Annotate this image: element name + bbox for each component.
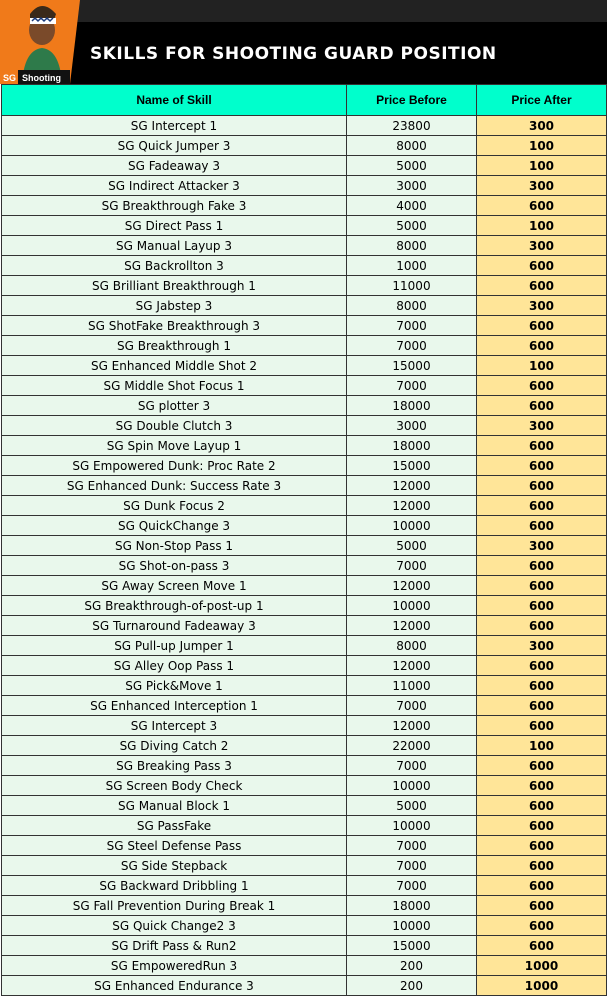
skill-name-cell: SG ShotFake Breakthrough 3 — [2, 316, 347, 336]
price-before-cell: 10000 — [347, 816, 477, 836]
table-row — [2, 816, 607, 836]
skills-table — [1, 84, 607, 996]
table-row — [2, 856, 607, 876]
price-before-cell: 11000 — [347, 676, 477, 696]
price-after-cell: 100 — [477, 356, 607, 376]
price-before-cell: 15000 — [347, 456, 477, 476]
skill-name-cell: SG EmpoweredRun 3 — [2, 956, 347, 976]
table-row — [2, 256, 607, 276]
column-header-price-after: Price After — [477, 85, 607, 116]
price-after-cell: 600 — [477, 696, 607, 716]
table-row — [2, 976, 607, 996]
price-after-cell: 600 — [477, 836, 607, 856]
table-row — [2, 276, 607, 296]
price-after-cell: 600 — [477, 596, 607, 616]
table-row — [2, 356, 607, 376]
skill-name-cell: SG Backward Dribbling 1 — [2, 876, 347, 896]
skill-name-cell: SG Alley Oop Pass 1 — [2, 656, 347, 676]
skill-name-cell: SG Enhanced Middle Shot 2 — [2, 356, 347, 376]
price-before-cell: 8000 — [347, 136, 477, 156]
table-row — [2, 116, 607, 136]
skill-name-cell: SG Side Stepback — [2, 856, 347, 876]
table-row — [2, 336, 607, 356]
skill-name-cell: SG QuickChange 3 — [2, 516, 347, 536]
price-before-cell: 4000 — [347, 196, 477, 216]
price-after-cell: 300 — [477, 116, 607, 136]
price-after-cell: 600 — [477, 496, 607, 516]
price-before-cell: 8000 — [347, 636, 477, 656]
price-before-cell: 7000 — [347, 836, 477, 856]
price-after-cell: 600 — [477, 436, 607, 456]
price-before-cell: 12000 — [347, 616, 477, 636]
price-before-cell: 15000 — [347, 936, 477, 956]
price-before-cell: 18000 — [347, 436, 477, 456]
price-after-cell: 1000 — [477, 956, 607, 976]
column-header-skill: Name of Skill — [2, 85, 347, 116]
price-after-cell: 100 — [477, 736, 607, 756]
price-before-cell: 5000 — [347, 536, 477, 556]
table-row — [2, 716, 607, 736]
table-header-row — [2, 85, 607, 116]
price-after-cell: 600 — [477, 316, 607, 336]
price-after-cell: 600 — [477, 936, 607, 956]
header-banner — [0, 22, 607, 84]
table-row — [2, 456, 607, 476]
price-after-cell: 600 — [477, 616, 607, 636]
price-after-cell: 600 — [477, 856, 607, 876]
badge-code: SG — [3, 73, 17, 83]
skill-name-cell: SG Quick Jumper 3 — [2, 136, 347, 156]
skill-name-cell: SG Fadeaway 3 — [2, 156, 347, 176]
price-before-cell: 12000 — [347, 496, 477, 516]
table-row — [2, 236, 607, 256]
skill-name-cell: SG Spin Move Layup 1 — [2, 436, 347, 456]
skill-name-cell: SG Direct Pass 1 — [2, 216, 347, 236]
table-row — [2, 516, 607, 536]
column-header-price-before: Price Before — [347, 85, 477, 116]
skill-name-cell: SG Intercept 3 — [2, 716, 347, 736]
price-after-cell: 600 — [477, 776, 607, 796]
table-row — [2, 896, 607, 916]
table-row — [2, 936, 607, 956]
price-before-cell: 7000 — [347, 336, 477, 356]
skill-name-cell: SG plotter 3 — [2, 396, 347, 416]
table-row — [2, 556, 607, 576]
price-before-cell: 200 — [347, 976, 477, 996]
price-after-cell: 600 — [477, 256, 607, 276]
skill-name-cell: SG Breakthrough-of-post-up 1 — [2, 596, 347, 616]
price-after-cell: 300 — [477, 416, 607, 436]
price-after-cell: 600 — [477, 456, 607, 476]
price-before-cell: 3000 — [347, 176, 477, 196]
table-row — [2, 596, 607, 616]
price-after-cell: 600 — [477, 556, 607, 576]
price-before-cell: 7000 — [347, 756, 477, 776]
price-before-cell: 10000 — [347, 516, 477, 536]
price-before-cell: 7000 — [347, 556, 477, 576]
table-row — [2, 476, 607, 496]
skill-name-cell: SG Enhanced Dunk: Success Rate 3 — [2, 476, 347, 496]
table-row — [2, 796, 607, 816]
price-after-cell: 600 — [477, 336, 607, 356]
price-after-cell: 100 — [477, 136, 607, 156]
skill-name-cell: SG Dunk Focus 2 — [2, 496, 347, 516]
table-row — [2, 756, 607, 776]
skill-name-cell: SG Brilliant Breakthrough 1 — [2, 276, 347, 296]
price-before-cell: 12000 — [347, 476, 477, 496]
price-after-cell: 600 — [477, 476, 607, 496]
table-row — [2, 736, 607, 756]
price-before-cell: 200 — [347, 956, 477, 976]
table-row — [2, 656, 607, 676]
price-after-cell: 300 — [477, 236, 607, 256]
price-after-cell: 600 — [477, 816, 607, 836]
price-after-cell: 600 — [477, 916, 607, 936]
price-after-cell: 600 — [477, 896, 607, 916]
price-after-cell: 600 — [477, 376, 607, 396]
price-after-cell: 600 — [477, 676, 607, 696]
price-before-cell: 3000 — [347, 416, 477, 436]
skill-name-cell: SG Jabstep 3 — [2, 296, 347, 316]
price-before-cell: 11000 — [347, 276, 477, 296]
price-after-cell: 300 — [477, 636, 607, 656]
price-after-cell: 600 — [477, 756, 607, 776]
price-before-cell: 5000 — [347, 156, 477, 176]
price-after-cell: 600 — [477, 276, 607, 296]
skill-name-cell: SG Steel Defense Pass — [2, 836, 347, 856]
table-row — [2, 576, 607, 596]
price-after-cell: 600 — [477, 716, 607, 736]
skill-name-cell: SG Empowered Dunk: Proc Rate 2 — [2, 456, 347, 476]
skill-name-cell: SG Manual Layup 3 — [2, 236, 347, 256]
top-bar — [0, 0, 607, 22]
price-before-cell: 12000 — [347, 716, 477, 736]
table-row — [2, 376, 607, 396]
price-before-cell: 15000 — [347, 356, 477, 376]
player-avatar-icon — [0, 0, 80, 84]
price-before-cell: 7000 — [347, 376, 477, 396]
price-before-cell: 5000 — [347, 216, 477, 236]
page-title: SKILLS FOR SHOOTING GUARD POSITION — [90, 44, 497, 64]
skill-name-cell: SG Backrollton 3 — [2, 256, 347, 276]
table-row — [2, 316, 607, 336]
price-before-cell: 10000 — [347, 916, 477, 936]
price-after-cell: 600 — [477, 796, 607, 816]
table-row — [2, 616, 607, 636]
price-after-cell: 600 — [477, 516, 607, 536]
price-before-cell: 7000 — [347, 856, 477, 876]
skill-name-cell: SG Non-Stop Pass 1 — [2, 536, 347, 556]
table-row — [2, 496, 607, 516]
skill-name-cell: SG Middle Shot Focus 1 — [2, 376, 347, 396]
table-row — [2, 156, 607, 176]
price-before-cell: 18000 — [347, 396, 477, 416]
price-before-cell: 10000 — [347, 776, 477, 796]
price-after-cell: 300 — [477, 176, 607, 196]
table-row — [2, 176, 607, 196]
skill-name-cell: SG Pull-up Jumper 1 — [2, 636, 347, 656]
skill-name-cell: SG Double Clutch 3 — [2, 416, 347, 436]
skill-name-cell: SG Breakthrough Fake 3 — [2, 196, 347, 216]
price-before-cell: 7000 — [347, 696, 477, 716]
skill-name-cell: SG Enhanced Interception 1 — [2, 696, 347, 716]
price-before-cell: 8000 — [347, 236, 477, 256]
table-row — [2, 196, 607, 216]
price-before-cell: 10000 — [347, 596, 477, 616]
price-after-cell: 1000 — [477, 976, 607, 996]
skill-name-cell: SG Intercept 1 — [2, 116, 347, 136]
table-row — [2, 636, 607, 656]
price-after-cell: 100 — [477, 156, 607, 176]
table-row — [2, 396, 607, 416]
skill-name-cell: SG Shot-on-pass 3 — [2, 556, 347, 576]
skill-name-cell: SG Turnaround Fadeaway 3 — [2, 616, 347, 636]
table-row — [2, 436, 607, 456]
price-before-cell: 12000 — [347, 576, 477, 596]
skill-name-cell: SG Screen Body Check — [2, 776, 347, 796]
skill-name-cell: SG Pick&Move 1 — [2, 676, 347, 696]
price-before-cell: 18000 — [347, 896, 477, 916]
skill-name-cell: SG Quick Change2 3 — [2, 916, 347, 936]
skill-name-cell: SG Indirect Attacker 3 — [2, 176, 347, 196]
price-before-cell: 23800 — [347, 116, 477, 136]
badge-label: Shooting — [22, 73, 61, 83]
skill-name-cell: SG Breaking Pass 3 — [2, 756, 347, 776]
skill-name-cell: SG Manual Block 1 — [2, 796, 347, 816]
skill-name-cell: SG Breakthrough 1 — [2, 336, 347, 356]
price-after-cell: 300 — [477, 536, 607, 556]
table-row — [2, 416, 607, 436]
skill-name-cell: SG Diving Catch 2 — [2, 736, 347, 756]
price-after-cell: 600 — [477, 196, 607, 216]
price-before-cell: 8000 — [347, 296, 477, 316]
table-row — [2, 836, 607, 856]
price-before-cell: 12000 — [347, 656, 477, 676]
skill-name-cell: SG Drift Pass & Run2 — [2, 936, 347, 956]
price-before-cell: 22000 — [347, 736, 477, 756]
price-after-cell: 300 — [477, 296, 607, 316]
table-row — [2, 536, 607, 556]
price-after-cell: 600 — [477, 396, 607, 416]
skill-name-cell: SG Enhanced Endurance 3 — [2, 976, 347, 996]
price-after-cell: 600 — [477, 876, 607, 896]
table-row — [2, 956, 607, 976]
table-row — [2, 136, 607, 156]
price-after-cell: 100 — [477, 216, 607, 236]
table-row — [2, 876, 607, 896]
table-row — [2, 296, 607, 316]
price-before-cell: 7000 — [347, 316, 477, 336]
skill-name-cell: SG PassFake — [2, 816, 347, 836]
table-row — [2, 676, 607, 696]
price-before-cell: 7000 — [347, 876, 477, 896]
price-after-cell: 600 — [477, 576, 607, 596]
price-before-cell: 1000 — [347, 256, 477, 276]
table-row — [2, 216, 607, 236]
price-before-cell: 5000 — [347, 796, 477, 816]
skill-name-cell: SG Away Screen Move 1 — [2, 576, 347, 596]
table-row — [2, 916, 607, 936]
skill-name-cell: SG Fall Prevention During Break 1 — [2, 896, 347, 916]
table-row — [2, 776, 607, 796]
price-after-cell: 600 — [477, 656, 607, 676]
table-row — [2, 696, 607, 716]
